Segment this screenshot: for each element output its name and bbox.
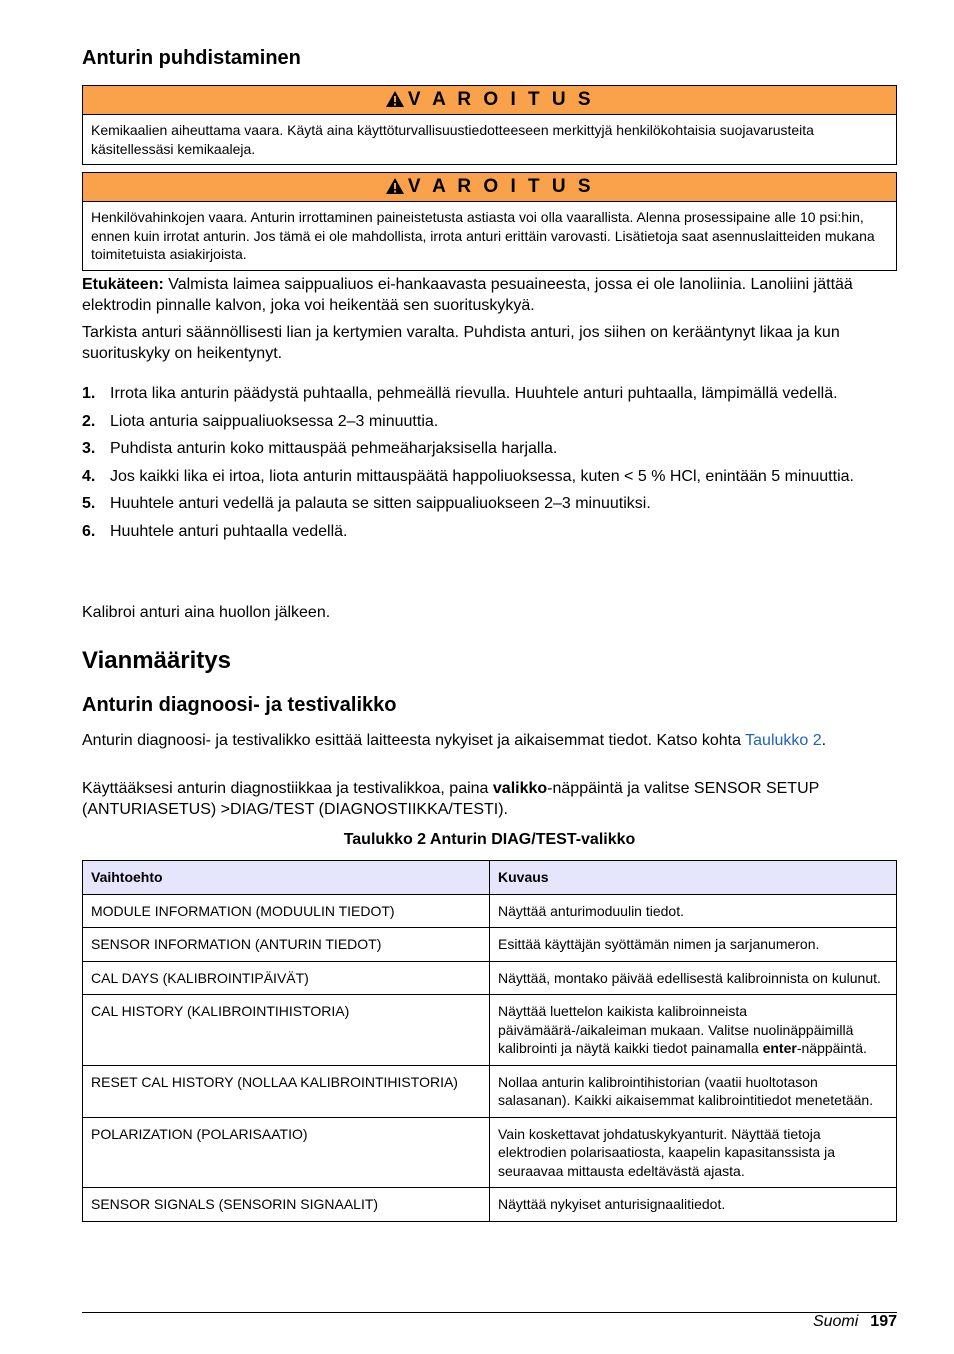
table-row (83, 1188, 897, 1222)
list-item (82, 467, 897, 488)
description-text: Näyttää luettelon kaikista kalibroinneista päivämäärä-/aikaleiman mukaan. Valitse nuolinäppäimillä kalibrointi ja näytä kaikki tiedot painamalla (498, 1003, 854, 1056)
list-item (82, 494, 897, 515)
chapter-heading: Vianmääritys (82, 647, 231, 674)
after-service-paragraph: Kalibroi anturi aina huollon jälkeen. (82, 604, 331, 621)
footer-divider (82, 1312, 897, 1313)
table-row (83, 1117, 897, 1188)
paragraph-text: Käyttääksesi anturin diagnostiikkaa ja testivalikkoa, paina (82, 780, 493, 797)
table-reference-link[interactable]: Taulukko 2 (745, 732, 822, 749)
step-text: Jos kaikki lika ei irtoa, liota anturin mittauspäätä happoliuoksessa, kuten < 5 % HCl, enintään 5 minuuttia. (110, 467, 854, 485)
table-caption: Taulukko 2 Anturin DIAG/TEST-valikko (343, 831, 636, 848)
diag-test-table (82, 860, 897, 1222)
step-number: 5. (82, 495, 96, 512)
description-cell: Näyttää, montako päivää edellisestä kalibroinnista on kulunut. (490, 961, 897, 995)
step-number: 3. (82, 440, 96, 457)
option-cell: CAL DAYS (KALIBROINTIPÄIVÄT) (83, 961, 490, 995)
paragraph-end: . (821, 732, 827, 749)
column-header-option: Vaihtoehto (83, 861, 490, 895)
description-cell: Näyttää anturimoduulin tiedot. (490, 894, 897, 928)
step-number: 6. (82, 522, 96, 540)
table-row (83, 928, 897, 962)
prerequisite-text: Valmista laimea saippualiuos ei-hankaavasta pesuaineesta, jossa ei ole lanoliinia. Lanoliini jättää elektrodin pinnalle kalvon, joka voi heikentää sen suorituskykyä. (82, 276, 853, 314)
list-item (82, 412, 897, 433)
step-text: Irrota lika anturin päädystä puhtaalla, pehmeällä rievulla. Huuhtele anturi puhtaalla, lämpimällä vedellä. (110, 385, 838, 402)
option-cell: SENSOR SIGNALS (SENSORIN SIGNAALIT) (83, 1188, 490, 1222)
description-cell: Nollaa anturin kalibrointihistorian (vaatii huoltotason salasanan). Kaikki aikaisemmat kalibrointitiedot menetetään. (490, 1065, 897, 1117)
warning-box-pressure (82, 172, 897, 271)
list-item (82, 439, 897, 460)
step-number: 2. (82, 412, 96, 430)
enter-key-label: enter (762, 1040, 797, 1056)
prerequisite-label: Etukäteen: (82, 276, 164, 293)
description-cell: Näyttää nykyiset anturisignaalitiedot. (490, 1188, 897, 1222)
section-heading-cleaning: Anturin puhdistaminen (82, 47, 301, 69)
step-number: 4. (82, 467, 96, 485)
option-cell: MODULE INFORMATION (MODUULIN TIEDOT) (83, 894, 490, 928)
warning-header (83, 173, 896, 202)
warning-label: V A R O I T U S (407, 89, 595, 110)
step-text: Puhdista anturin koko mittauspää pehmeäharjaksisella harjalla. (110, 440, 558, 457)
table-row (83, 961, 897, 995)
page-number: 197 (870, 1313, 897, 1330)
warning-triangle-icon (385, 90, 405, 108)
option-cell: POLARIZATION (POLARISAATIO) (83, 1117, 490, 1188)
warning-text: Henkilövahinkojen vaara. Anturin irrottaminen paineistetusta astiasta voi olla vaarallista. Alenna prosessipaine alle 10 psi:hin, ennen kuin irrotat anturin. Jos tämä ei ole mahdollista, irrota anturi erittäin varovasti. Lisätietoja saat asennuslaitteiden mukana toimitetuista asiakirjoista. (91, 209, 875, 262)
warning-label: V A R O I T U S (407, 176, 595, 197)
section-heading-diagnostics: Anturin diagnoosi- ja testivalikko (82, 694, 397, 716)
description-cell: Esittää käyttäjän syöttämän nimen ja sarjanumeron. (490, 928, 897, 962)
table-row (83, 995, 897, 1066)
step-text: Huuhtele anturi puhtaalla vedellä. (110, 522, 348, 540)
list-item (82, 384, 897, 405)
option-cell: SENSOR INFORMATION (ANTURIN TIEDOT) (83, 928, 490, 962)
list-item (82, 522, 897, 543)
menu-key-label: valikko (492, 780, 548, 797)
warning-triangle-icon (385, 177, 405, 195)
warning-header (83, 86, 896, 115)
option-cell: RESET CAL HISTORY (NOLLAA KALIBROINTIHISTORIA) (83, 1065, 490, 1117)
description-cell (490, 995, 897, 1066)
page-footer (813, 1313, 897, 1331)
intro-paragraph: Tarkista anturi säännöllisesti lian ja kertymien varalta. Puhdista anturi, jos siihen on kerääntynyt likaa ja kun suorituskyky on heikentynyt. (82, 324, 840, 362)
description-cell: Vain koskettavat johdatuskykyanturit. Näyttää tietoja elektrodien polarisaatiosta, kaapelin kapasitanssista ja seuraavaa mittausta edeltävästä ajasta. (490, 1117, 897, 1188)
warning-box-chemical (82, 85, 897, 165)
step-text: Liota anturia saippualiuoksessa 2–3 minuuttia. (110, 412, 439, 430)
description-end: -näppäintä. (796, 1040, 867, 1056)
menu-usage-paragraph (82, 779, 897, 820)
paragraph-text: Anturin diagnoosi- ja testivalikko esittää laitteesta nykyiset ja aikaisemmat tiedot. Katso kohta (82, 732, 746, 749)
footer-language: Suomi (812, 1313, 859, 1330)
paragraph-text: -näppäintä ja valitse SENSOR SETUP (ANTURIASETUS) >DIAG/TEST (DIAGNOSTIIKKA/TESTI). (82, 780, 819, 818)
column-header-description: Kuvaus (490, 861, 897, 895)
step-number: 1. (82, 385, 96, 402)
option-cell: CAL HISTORY (KALIBROINTIHISTORIA) (83, 995, 490, 1066)
cleaning-steps-list (82, 384, 897, 549)
diagnostics-intro-paragraph (82, 731, 897, 752)
table-row (83, 1065, 897, 1117)
table-row (83, 894, 897, 928)
step-text: Huuhtele anturi vedellä ja palauta se sitten saippualiuokseen 2–3 minuutiksi. (110, 495, 651, 512)
table-header-row (83, 861, 897, 895)
prerequisite-paragraph (82, 275, 897, 316)
warning-text: Kemikaalien aiheuttama vaara. Käytä aina käyttöturvallisuustiedotteeseen merkittyjä henkilökohtaisia suojavarusteita käsitellessäsi kemikaaleja. (91, 122, 814, 157)
